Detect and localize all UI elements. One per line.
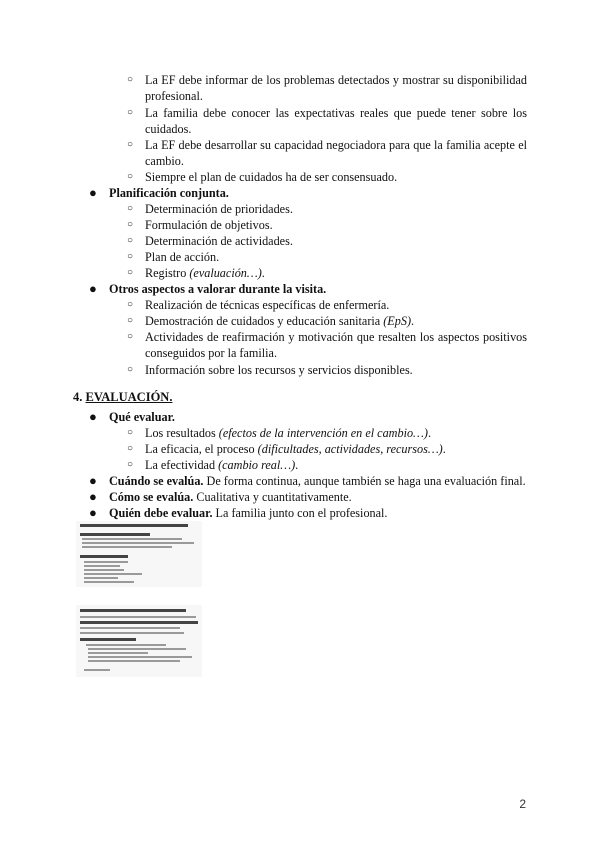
list-item: ○ Registro (evaluación…). (127, 266, 265, 280)
bullet-planificacion: ● Planificación conjunta. (89, 185, 229, 200)
slide-thumbnail-image (76, 605, 202, 677)
list-item: ○ Los resultados (efectos de la intervención en el cambio…). (127, 426, 431, 440)
bullet-cuando: ● Cuándo se evalúa. De forma continua, aunque también se haga una evaluación final. (89, 473, 526, 488)
bullet-como: ● Cómo se evalúa. Cualitativa y cuantitativamente. (89, 489, 352, 504)
section-heading-evaluacion: 4. EVALUACIÓN. (73, 390, 173, 404)
page-number: 2 (519, 797, 526, 811)
list-item: ○ Determinación de actividades. (127, 234, 293, 248)
bullet-otros-aspectos: ● Otros aspectos a valorar durante la visita. (89, 281, 327, 296)
list-item: ○ Formulación de objetivos. (127, 218, 273, 232)
list-item: ○ La familia debe conocer las expectativas reales que puede tener sobre los cuidados. (127, 106, 527, 136)
bullet-quien: ● Quién debe evaluar. La familia junto con el profesional. (89, 505, 388, 520)
list-item: ○ Demostración de cuidados y educación sanitaria (EpS). (127, 314, 415, 328)
list-item: ○ Realización de técnicas específicas de enfermería. (127, 298, 390, 312)
list-item: ○ La eficacia, el proceso (dificultades, actividades, recursos…). (127, 442, 446, 456)
list-item: ○ Determinación de prioridades. (127, 202, 293, 216)
bullet-que-evaluar: ● Qué evaluar. (89, 409, 175, 424)
list-item: ○ Siempre el plan de cuidados ha de ser consensuado. (127, 170, 398, 184)
list-item: ○ La efectividad (cambio real…). (127, 458, 299, 472)
list-item: ○ La EF debe informar de los problemas detectados y mostrar su disponibilidad profesional. (127, 73, 527, 103)
list-item: ○ Actividades de reafirmación y motivación que resalten los aspectos positivos conseguidos por la familia. (127, 330, 527, 360)
list-item: ○ Información sobre los recursos y servicios disponibles. (127, 363, 413, 377)
list-item: ○ Plan de acción. (127, 250, 220, 264)
list-item: ○ La EF debe desarrollar su capacidad negociadora para que la familia acepte el cambio. (127, 138, 527, 168)
slide-thumbnail-image (76, 521, 202, 587)
